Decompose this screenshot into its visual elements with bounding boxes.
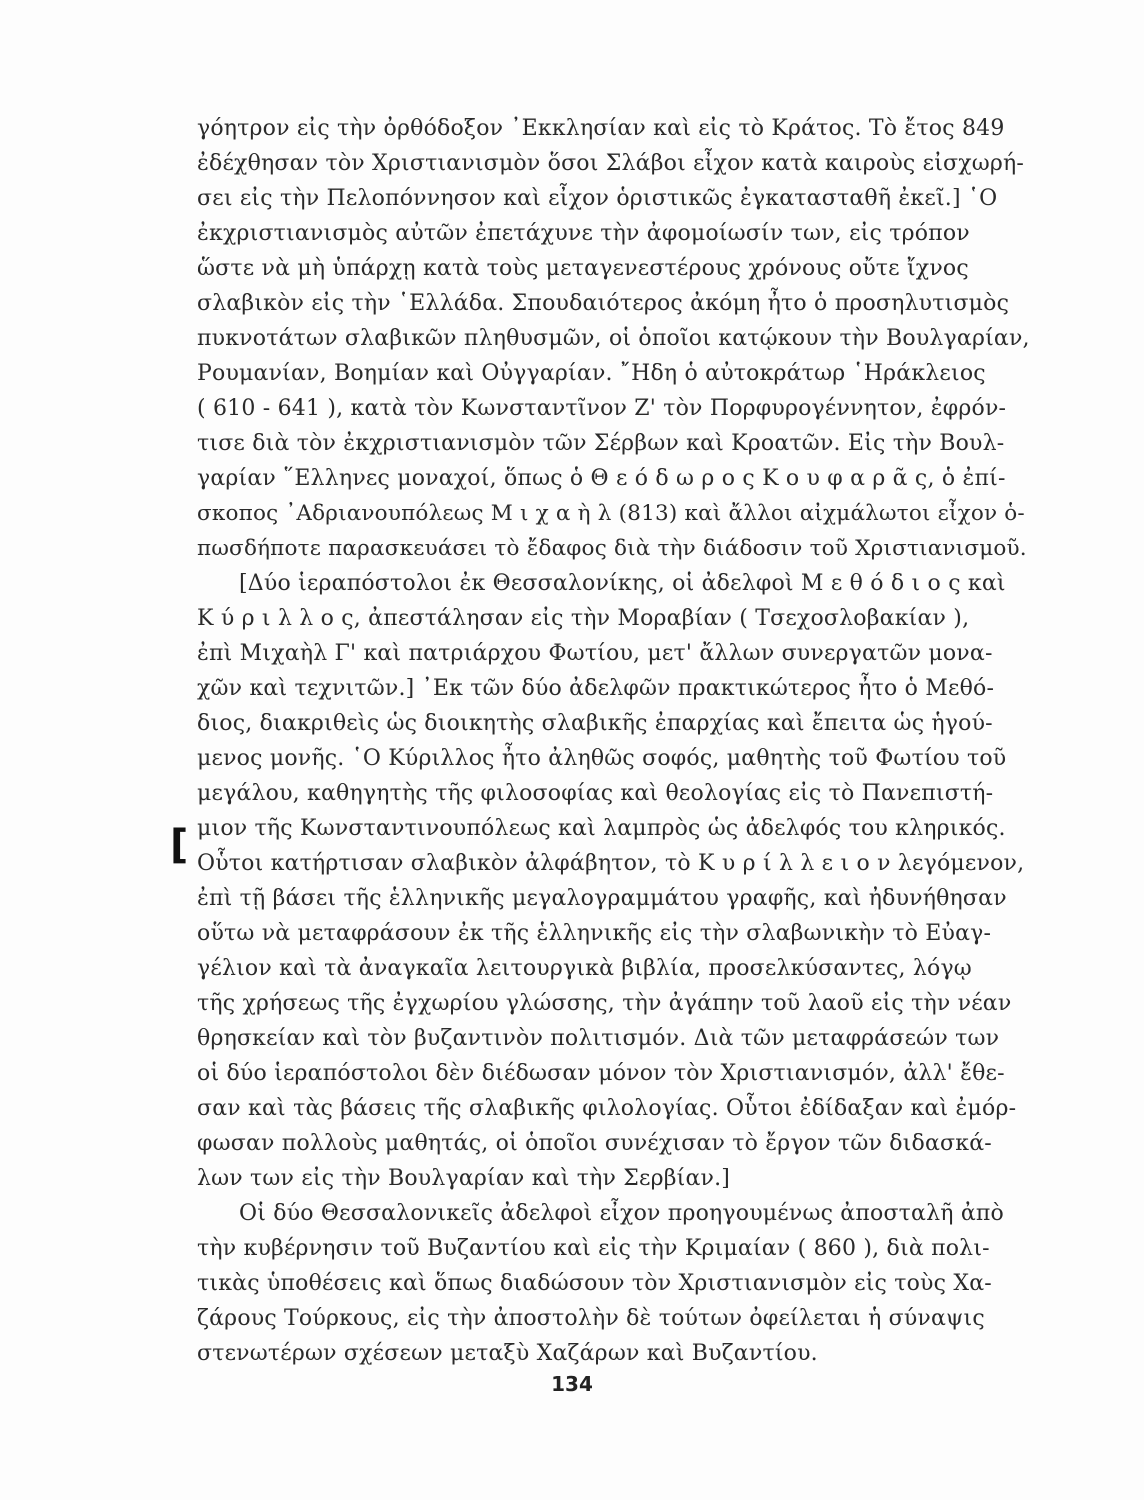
text-line: Οἱ δύο Θεσσαλονικεῖς ἀδελφοὶ εἶχον προηγουμένως ἀποσταλῆ ἀπὸ: [239, 1201, 1004, 1226]
text-line: ἐπὶ τῇ βάσει τῆς ἑλληνικῆς μεγαλογραμμάτου γραφῆς, καὶ ἠδυνήθησαν: [197, 886, 1007, 911]
text-line: στενωτέρων σχέσεων μεταξὺ Χαζάρων καὶ Βυζαντίου.: [197, 1341, 818, 1366]
text-line: οὕτω νὰ μεταφράσουν ἐκ τῆς ἑλληνικῆς εἰς τὴν σλαβωνικὴν τὸ Εὐαγ-: [197, 921, 992, 946]
text-line: Κ ύ ρ ι λ λ ο ς, ἀπεστάλησαν εἰς τὴν Μοραβίαν ( Τσεχοσλοβακίαν ),: [197, 606, 970, 631]
text-line: οἱ δύο ἱεραπόστολοι δὲν διέδωσαν μόνον τὸν Χριστιανισμόν, ἀλλ' ἔθε-: [197, 1061, 1005, 1086]
text-line: ὥστε νὰ μὴ ὑπάρχῃ κατὰ τοὺς μεταγενεστέρους χρόνους οὔτε ἴχνος: [197, 256, 969, 281]
page-number: 134: [551, 1372, 593, 1396]
text-line: πυκνοτάτων σλαβικῶν πληθυσμῶν, οἱ ὁποῖοι κατῴκουν τὴν Βουλγαρίαν,: [197, 326, 1030, 351]
text-line: μενος μονῆς. ῾Ο Κύριλλος ἦτο ἀληθῶς σοφός, μαθητὴς τοῦ Φωτίου τοῦ: [197, 746, 1007, 771]
text-line: σει εἰς τὴν Πελοπόννησον καὶ εἶχον ὁριστικῶς ἐγκατασταθῆ ἐκεῖ.] ῾Ο: [197, 186, 998, 211]
text-line: γέλιον καὶ τὰ ἀναγκαῖα λειτουργικὰ βιβλία, προσελκύσαντες, λόγῳ: [197, 956, 972, 981]
text-line: λων των εἰς τὴν Βουλγαρίαν καὶ τὴν Σερβίαν.]: [197, 1166, 731, 1191]
text-line: θρησκείαν καὶ τὸν βυζαντινὸν πολιτισμόν. Διὰ τῶν μεταφράσεών των: [197, 1026, 1000, 1051]
text-line: ( 610 - 641 ), κατὰ τὸν Κωνσταντῖνον Ζ' τὸν Πορφυρογέννητον, ἐφρόν-: [197, 396, 1007, 421]
text-line: σλαβικὸν εἰς τὴν ῾Ελλάδα. Σπουδαιότερος ἀκόμη ἦτο ὁ προσηλυτισμὸς: [197, 291, 1010, 316]
text-line: γόητρον εἰς τὴν ὀρθόδοξον ᾿Εκκλησίαν καὶ εἰς τὸ Κράτος. Τὸ ἔτος 849: [197, 116, 1005, 141]
text-line: ἐπὶ Μιχαὴλ Γ' καὶ πατριάρχου Φωτίου, μετ' ἄλλων συνεργατῶν μονα-: [197, 641, 993, 666]
text-line: ἐκχριστιανισμὸς αὐτῶν ἐπετάχυνε τὴν ἀφομοίωσίν των, εἰς τρόπον: [197, 221, 970, 246]
text-line: ζάρους Τούρκους, εἰς τὴν ἀποστολὴν δὲ τούτων ὀφείλεται ἡ σύναψις: [197, 1306, 985, 1331]
text-line: μιον τῆς Κωνσταντινουπόλεως καὶ λαμπρὸς ὡς ἀδελφός του κληρικός.: [197, 816, 1006, 841]
text-line: πωσδήποτε παρασκευάσει τὸ ἔδαφος διὰ τὴν διάδοσιν τοῦ Χριστιανισμοῦ.: [197, 536, 1027, 561]
text-line: τισε διὰ τὸν ἐκχριστιανισμὸν τῶν Σέρβων καὶ Κροατῶν. Εἰς τὴν Βουλ-: [197, 431, 1005, 456]
text-line: [Δύο ἱεραπόστολοι ἐκ Θεσσαλονίκης, οἱ ἀδελφοὶ Μ ε θ ό δ ι ο ς καὶ: [239, 571, 1006, 596]
text-line: φωσαν πολλοὺς μαθητάς, οἱ ὁποῖοι συνέχισαν τὸ ἔργον τῶν διδασκά-: [197, 1131, 992, 1156]
text-line: σκοπος ᾿Αδριανουπόλεως Μ ι χ α ὴ λ (813) καὶ ἄλλοι αἰχμάλωτοι εἶχον ὁ-: [197, 501, 1025, 526]
text-line: Οὗτοι κατήρτισαν σλαβικὸν ἀλφάβητον, τὸ Κ υ ρ ί λ λ ε ι ο ν λεγόμενον,: [197, 851, 1025, 876]
text-line: ἐδέχθησαν τὸν Χριστιανισμὸν ὅσοι Σλάβοι εἶχον κατὰ καιροὺς εἰσχωρή-: [197, 151, 1025, 176]
text-line: γαρίαν ῞Ελληνες μοναχοί, ὅπως ὁ Θ ε ό δ ω ρ ο ς Κ ο υ φ α ρ ᾶ ς, ὁ ἐπί-: [197, 466, 1006, 491]
text-line: διος, διακριθεὶς ὡς διοικητὴς σλαβικῆς ἐπαρχίας καὶ ἔπειτα ὡς ἡγού-: [197, 711, 993, 736]
margin-bracket-mark: [: [170, 822, 189, 868]
text-line: σαν καὶ τὰς βάσεις τῆς σλαβικῆς φιλολογίας. Οὗτοι ἐδίδαξαν καὶ ἐμόρ-: [197, 1096, 1017, 1121]
text-line: χῶν καὶ τεχνιτῶν.] ᾿Εκ τῶν δύο ἀδελφῶν πρακτικώτερος ἦτο ὁ Μεθό-: [197, 676, 995, 701]
body-text: [197, 111, 1037, 1371]
text-line: Ρουμανίαν, Βοημίαν καὶ Οὐγγαρίαν. ῎Ηδη ὁ αὐτοκράτωρ ῾Ηράκλειος: [197, 361, 986, 386]
text-line: τὴν κυβέρνησιν τοῦ Βυζαντίου καὶ εἰς τὴν Κριμαίαν ( 860 ), διὰ πολι-: [197, 1236, 990, 1261]
text-line: τῆς χρήσεως τῆς ἐγχωρίου γλώσσης, τὴν ἀγάπην τοῦ λαοῦ εἰς τὴν νέαν: [197, 991, 1012, 1016]
text-line: τικὰς ὑποθέσεις καὶ ὅπως διαδώσουν τὸν Χριστιανισμὸν εἰς τοὺς Χα-: [197, 1271, 992, 1296]
text-line: μεγάλου, καθηγητὴς τῆς φιλοσοφίας καὶ θεολογίας εἰς τὸ Πανεπιστή-: [197, 781, 994, 806]
